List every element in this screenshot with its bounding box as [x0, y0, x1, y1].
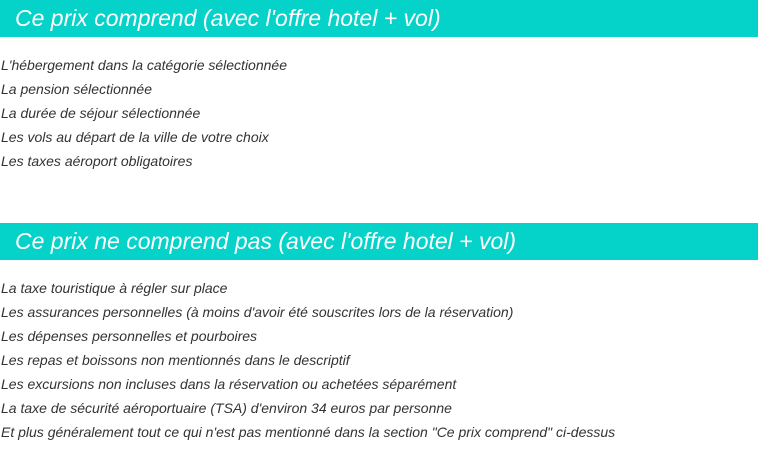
includes-list-item: Les taxes aéroport obligatoires: [1, 153, 193, 169]
includes-section-header: Ce prix comprend (avec l'offre hotel + vol): [0, 0, 758, 37]
excludes-section-header: Ce prix ne comprend pas (avec l'offre hotel + vol): [0, 223, 758, 260]
excludes-list-item: Les assurances personnelles (à moins d'avoir été souscrites lors de la réservation): [1, 304, 514, 320]
includes-list-item: La pension sélectionnée: [1, 81, 153, 97]
includes-list: [0, 53, 758, 173]
excludes-list-item: La taxe touristique à régler sur place: [1, 280, 228, 296]
includes-list-item: La durée de séjour sélectionnée: [1, 105, 201, 121]
excludes-list-item: Les dépenses personnelles et pourboires: [1, 328, 258, 344]
excludes-list-item: Les excursions non incluses dans la réservation ou achetées séparément: [1, 376, 457, 392]
excludes-list: [0, 276, 758, 444]
includes-list-item: Les vols au départ de la ville de votre choix: [1, 129, 269, 145]
includes-list-item: L'hébergement dans la catégorie sélectionnée: [1, 57, 287, 73]
excludes-list-item: La taxe de sécurité aéroportuaire (TSA) d'environ 34 euros par personne: [1, 400, 452, 416]
excludes-list-item: Et plus généralement tout ce qui n'est pas mentionné dans la section "Ce prix comprend" ci-dessus: [1, 424, 616, 440]
excludes-list-item: Les repas et boissons non mentionnés dans le descriptif: [1, 352, 350, 368]
